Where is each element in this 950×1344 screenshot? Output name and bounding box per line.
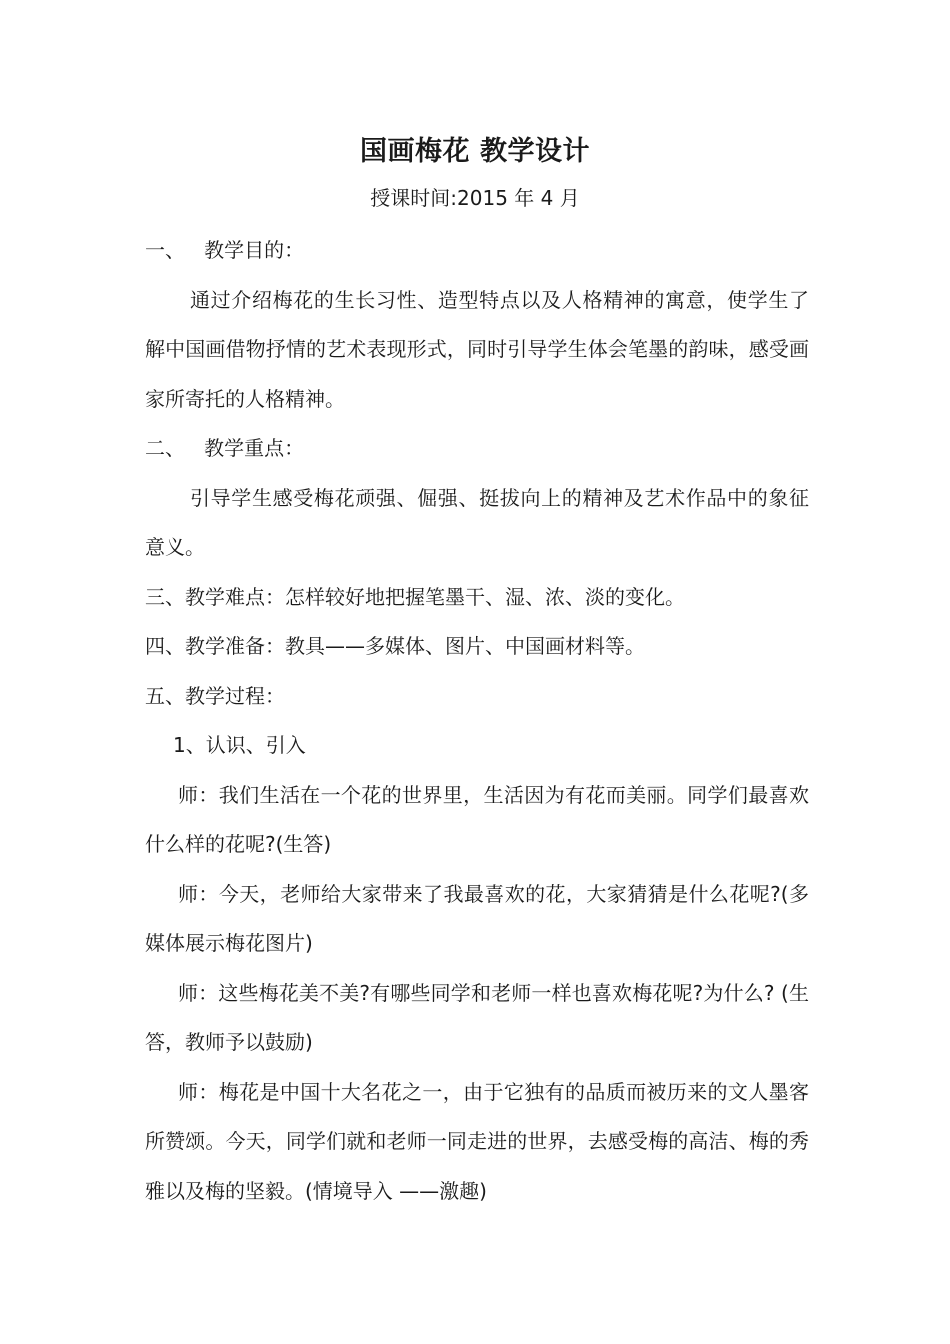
lesson-date: 授课时间:2015 年 4 月 <box>370 186 580 210</box>
paragraph-goal: 通过介绍梅花的生长习性、造型特点以及人格精神的寓意，使学生了解中国画借物抒情的艺术表现形式，同时引导学生体会笔墨的韵味，感受画家所寄托的人格精神。 <box>145 287 809 411</box>
section-difficulty: 三、教学难点：怎样较好地把握笔墨干、湿、浓、淡的变化。 <box>145 584 685 609</box>
section-heading-process: 五、教学过程： <box>145 683 285 708</box>
paragraph-key-points: 引导学生感受梅花顽强、倔强、挺拔向上的精神及艺术作品中的象征意义。 <box>145 485 809 559</box>
dialog-paragraph: 师：我们生活在一个花的世界里，生活因为有花而美丽。同学们最喜欢什么样的花呢?(生答) <box>145 782 809 856</box>
document-title: 国画梅花 教学设计 <box>360 136 590 167</box>
dialog-paragraph: 师：今天，老师给大家带来了我最喜欢的花，大家猜猜是什么花呢?(多媒体展示梅花图片) <box>145 881 809 955</box>
section-heading-key-points: 二、 教学重点： <box>145 436 305 460</box>
document-body <box>145 226 809 1216</box>
dialog-paragraph: 师：梅花是中国十大名花之一，由于它独有的品质而被历来的文人墨客所赞颂。今天，同学们就和老师一同走进的世界，去感受梅的高洁、梅的秀雅以及梅的坚毅。(情境导入 ——激趣) <box>145 1079 809 1203</box>
section-heading-goal: 一、 教学目的： <box>145 238 305 262</box>
step-heading: 1、认识、引入 <box>173 733 306 757</box>
dialog-paragraph: 师：这些梅花美不美?有哪些同学和老师一样也喜欢梅花呢?为什么? (生答，教师予以鼓励) <box>145 980 809 1054</box>
section-preparation: 四、教学准备：教具——多媒体、图片、中国画材料等。 <box>145 634 645 658</box>
